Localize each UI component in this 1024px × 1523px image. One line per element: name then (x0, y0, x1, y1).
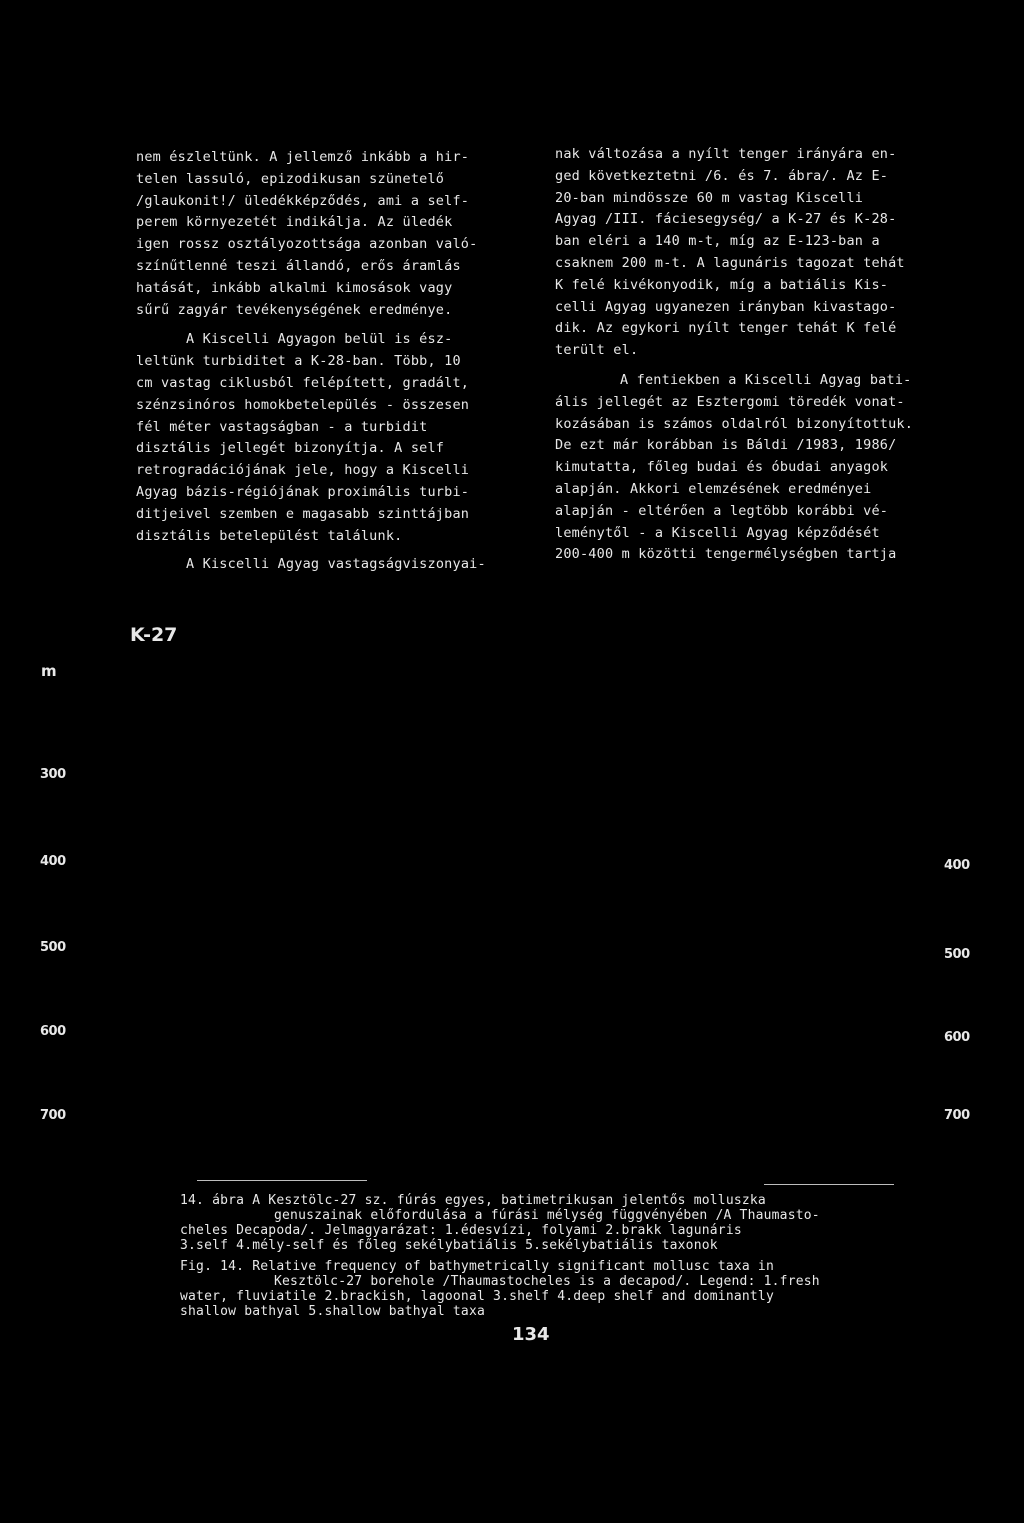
right-paragraph-2 (555, 370, 913, 566)
text-line: terült el. (555, 342, 639, 359)
text-line: igen rossz osztályozottsága azonban való- (136, 236, 478, 253)
text-line: telen lassuló, epizodikusan szünetelő (136, 170, 445, 187)
text-line: kozásában is számos oldalról bizonyítottuk. (555, 415, 914, 432)
text-line: A fentiekben a Kiscelli Agyag bati- (620, 371, 912, 388)
text-line: celli Agyag ugyanezen irányban kivastago- (555, 298, 897, 315)
left-paragraph-3 (136, 554, 486, 576)
text-line: kimutatta, főleg budai és óbudai anyagok (555, 459, 889, 476)
left-depth-400: 400 (40, 854, 66, 869)
text-line: ged következtetni /6. és 7. ábra/. Az E- (555, 167, 889, 184)
caption-rule-right (764, 1184, 894, 1185)
text-line: ális jellegét az Esztergomi töredék vonat- (555, 393, 905, 410)
text-line: fél méter vastagságban - a turbidit (136, 418, 428, 435)
text-line: nak változása a nyílt tenger irányára en- (555, 146, 897, 162)
text-line: disztális betelepülést találunk. (136, 527, 403, 544)
text-line: ditjeivel szemben e magasabb szinttájban (136, 505, 470, 522)
text-line: A Kiscelli Agyagon belül is ész- (186, 331, 453, 348)
text-line: cm vastag ciklusból felépített, gradált, (136, 374, 470, 391)
left-text-column (136, 147, 486, 576)
text-line: leménytől - a Kiscelli Agyag képződését (555, 524, 880, 541)
left-depth-300: 300 (40, 767, 66, 782)
right-text-column (555, 144, 913, 566)
text-line: Agyag /III. fáciesegység/ a K-27 és K-28- (555, 211, 897, 228)
depth-unit-label: m (41, 662, 57, 680)
left-depth-700: 700 (40, 1108, 66, 1123)
text-line: Agyag bázis-régiójának proximális turbi- (136, 483, 470, 500)
caption-line: 3.self 4.mély-self és főleg sekélybatiális 5.sekélybatiális taxonok (180, 1238, 718, 1253)
text-line: nem észleltünk. A jellemző inkább a hir- (136, 149, 470, 165)
caption-line: 14. ábra A Kesztölc-27 sz. fúrás egyes, batimetrikusan jelentős molluszka (180, 1193, 766, 1208)
text-line: csaknem 200 m-t. A lagunáris tagozat tehát (555, 254, 905, 271)
left-depth-600: 600 (40, 1024, 66, 1039)
caption-line: Fig. 14. Relative frequency of bathymetrically significant mollusc taxa in (180, 1259, 774, 1274)
text-line: A Kiscelli Agyag vastagságviszonyai- (186, 556, 486, 573)
text-line: alapján. Akkori elemzésének eredményei (555, 480, 872, 497)
caption-line: genuszainak előfordulása a fúrási mélység függvényében /A Thaumasto- (274, 1208, 820, 1223)
caption-line: cheles Decapoda/. Jelmagyarázat: 1.édesvízi, folyami 2.brakk lagunáris (180, 1223, 742, 1238)
text-line: perem környezetét indikálja. Az üledék (136, 214, 453, 231)
borehole-label: K-27 (130, 624, 178, 646)
text-line: sűrű zagyár tevékenységének eredménye. (136, 301, 453, 318)
text-line: színűtlenné teszi állandó, erős áramlás (136, 257, 461, 274)
right-depth-400: 400 (944, 858, 970, 873)
text-line: disztális jellegét bizonyítja. A self (136, 440, 445, 457)
caption-english (180, 1259, 910, 1319)
text-line: K felé kivékonyodik, míg a batiális Kis- (555, 276, 889, 293)
left-paragraph-2 (136, 329, 486, 547)
caption-line: shallow bathyal 5.shallow bathyal taxa (180, 1304, 486, 1319)
left-depth-500: 500 (40, 940, 66, 955)
text-line: retrogradációjának jele, hogy a Kiscelli (136, 462, 470, 479)
caption-line: water, fluviatile 2.brackish, lagoonal 3.shelf 4.deep shelf and dominantly (180, 1289, 774, 1304)
page-number: 134 (512, 1324, 550, 1345)
text-line: leltünk turbiditet a K-28-ban. Több, 10 (136, 353, 461, 370)
text-line: hatását, inkább alkalmi kimosások vagy (136, 279, 453, 296)
text-line: De ezt már korábban is Báldi /1983, 1986/ (555, 437, 897, 454)
caption-line: Kesztölc-27 borehole /Thaumastocheles is a decapod/. Legend: 1.fresh (274, 1274, 820, 1289)
text-line: ban eléri a 140 m-t, míg az E-123-ban a (555, 233, 880, 250)
text-line: dik. Az egykori nyílt tenger tehát K felé (555, 320, 897, 337)
text-line: szénzsinóros homokbetelepülés - összesen (136, 396, 470, 413)
right-paragraph-1 (555, 144, 913, 362)
caption-hungarian (180, 1193, 910, 1253)
text-line: 20-ban mindössze 60 m vastag Kiscelli (555, 189, 864, 206)
right-depth-600: 600 (944, 1030, 970, 1045)
right-depth-700: 700 (944, 1108, 970, 1123)
caption-rule-left (197, 1180, 367, 1181)
text-line: alapján - eltérően a legtöbb korábbi vé- (555, 502, 889, 519)
text-line: /glaukonit!/ üledékképződés, ami a self- (136, 192, 470, 209)
text-line: 200-400 m közötti tengermélységben tartja (555, 546, 897, 563)
right-depth-500: 500 (944, 947, 970, 962)
left-paragraph-1 (136, 147, 486, 321)
